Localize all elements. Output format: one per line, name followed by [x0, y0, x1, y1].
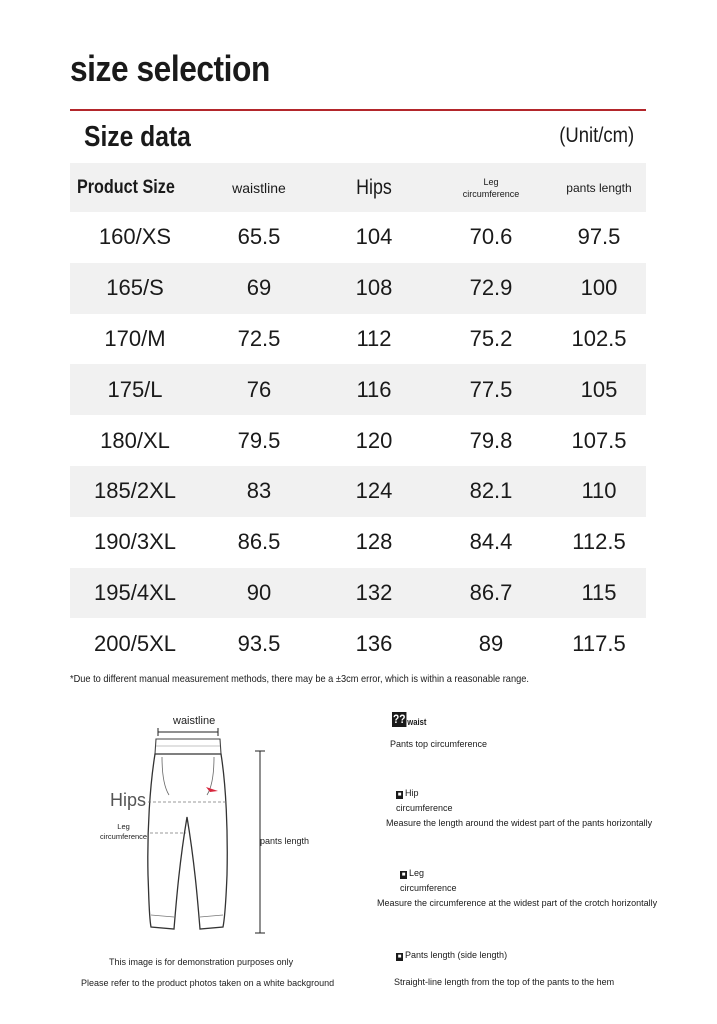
- section-title: Size data: [84, 121, 191, 153]
- legend-hip-description: Measure the length around the widest part of the pants horizontally: [386, 818, 653, 828]
- size-cell: 160/XS: [98, 224, 172, 250]
- hips-cell: 104: [355, 224, 393, 250]
- table-row: [70, 618, 646, 669]
- size-table: [70, 163, 646, 669]
- hips-cell: 132: [355, 579, 393, 605]
- pants-length-cell: 100: [580, 275, 618, 301]
- legend-leg-description: Measure the circumference at the widest part of the crotch horizontally: [377, 898, 658, 908]
- size-cell: 185/2XL: [94, 478, 176, 504]
- pants-length-cell: 112.5: [572, 529, 626, 555]
- legend-hip-title: ■ Hip circumference: [396, 788, 453, 813]
- table-row: [70, 517, 646, 568]
- leg-circumference-cell: 72.9: [469, 275, 513, 301]
- page-title: size selection: [70, 48, 270, 89]
- waistline-cell: 76: [246, 376, 272, 402]
- pants-length-cell: 117.5: [572, 630, 626, 656]
- diagram-leg-label: Leg circumference: [100, 822, 148, 841]
- waistline-cell: 93.5: [237, 630, 281, 656]
- waistline-cell: 69: [246, 275, 272, 301]
- leg-circumference-cell: 86.7: [469, 579, 513, 605]
- length-marker-icon: ■: [397, 954, 402, 960]
- table-header-row: [70, 163, 646, 212]
- title-divider: [70, 109, 646, 111]
- measurement-footnote: *Due to different manual measurement methods, there may be a ±3cm error, which is within a reasonable range.: [70, 673, 529, 685]
- size-cell: 190/3XL: [94, 529, 176, 555]
- leg-circumference-cell: 84.4: [469, 529, 513, 555]
- size-cell: 165/S: [106, 275, 164, 301]
- pants-length-cell: 97.5: [577, 224, 621, 250]
- header-leg-circumference: Leg circumference: [462, 176, 520, 199]
- header-waistline: waistline: [232, 179, 286, 196]
- diagram-disclaimer-line2: Please refer to the product photos taken on a white background: [81, 978, 335, 988]
- diagram-waistline-label: waistline: [173, 715, 216, 727]
- legend-leg-title: ■ Leg circumference: [400, 868, 457, 893]
- pants-diagram: [70, 705, 350, 1005]
- hips-cell: 112: [356, 325, 392, 351]
- header-hips: Hips: [356, 175, 392, 199]
- pants-length-cell: 110: [581, 478, 617, 504]
- hips-cell: 108: [355, 275, 393, 301]
- leg-marker-icon: ■: [401, 872, 406, 878]
- size-cell: 195/4XL: [94, 579, 176, 605]
- hips-cell: 136: [355, 630, 393, 656]
- waistline-cell: 90: [246, 579, 272, 605]
- waistline-cell: 65.5: [237, 224, 281, 250]
- unit-label: (Unit/cm): [559, 124, 634, 147]
- hips-cell: 124: [355, 478, 393, 504]
- header-pants-length: pants length: [566, 180, 632, 195]
- leg-circumference-cell: 70.6: [469, 224, 513, 250]
- table-row: [70, 415, 646, 466]
- hips-cell: 116: [356, 376, 392, 402]
- size-cell: 200/5XL: [94, 630, 176, 656]
- size-cell: 170/M: [104, 325, 166, 351]
- size-cell: 180/XL: [100, 427, 170, 453]
- table-row: [70, 466, 646, 517]
- waistline-cell: 79.5: [237, 427, 281, 453]
- waistline-cell: 72.5: [237, 325, 281, 351]
- pants-length-cell: 102.5: [571, 325, 627, 351]
- leg-circumference-cell: 77.5: [469, 376, 513, 402]
- table-row: [70, 314, 646, 365]
- pants-length-cell: 115: [581, 579, 617, 605]
- pants-length-cell: 105: [580, 376, 618, 402]
- hip-marker-icon: ■: [397, 792, 402, 798]
- legend-waist-subtitle: Pants top circumference: [390, 739, 488, 749]
- leg-circumference-cell: 75.2: [469, 325, 513, 351]
- table-row: [70, 364, 646, 415]
- pants-length-cell: 107.5: [571, 427, 627, 453]
- diagram-length-label: pants length: [260, 836, 310, 846]
- diagram-disclaimer-line1: This image is for demonstration purposes only: [109, 957, 294, 967]
- legend-length-title: ■ Pants length (side length): [397, 950, 508, 960]
- legend-length-description: Straight-line length from the top of the pants to the hem: [394, 977, 615, 987]
- table-row: [70, 212, 646, 263]
- waistline-cell: 86.5: [237, 529, 281, 555]
- leg-circumference-cell: 89: [478, 630, 504, 656]
- leg-circumference-cell: 79.8: [469, 427, 513, 453]
- table-row: [70, 263, 646, 314]
- hips-cell: 128: [355, 529, 393, 555]
- size-cell: 175/L: [107, 376, 163, 402]
- header-product-size: Product Size: [77, 176, 176, 198]
- diagram-hips-label: Hips: [110, 790, 147, 810]
- leg-circumference-cell: 82.1: [469, 478, 513, 504]
- waist-marker-icon: ??: [392, 712, 406, 726]
- table-row: [70, 568, 646, 619]
- legend-waist-title: ?? waist: [392, 712, 427, 727]
- hips-cell: 120: [355, 427, 393, 453]
- waistline-cell: 83: [246, 478, 272, 504]
